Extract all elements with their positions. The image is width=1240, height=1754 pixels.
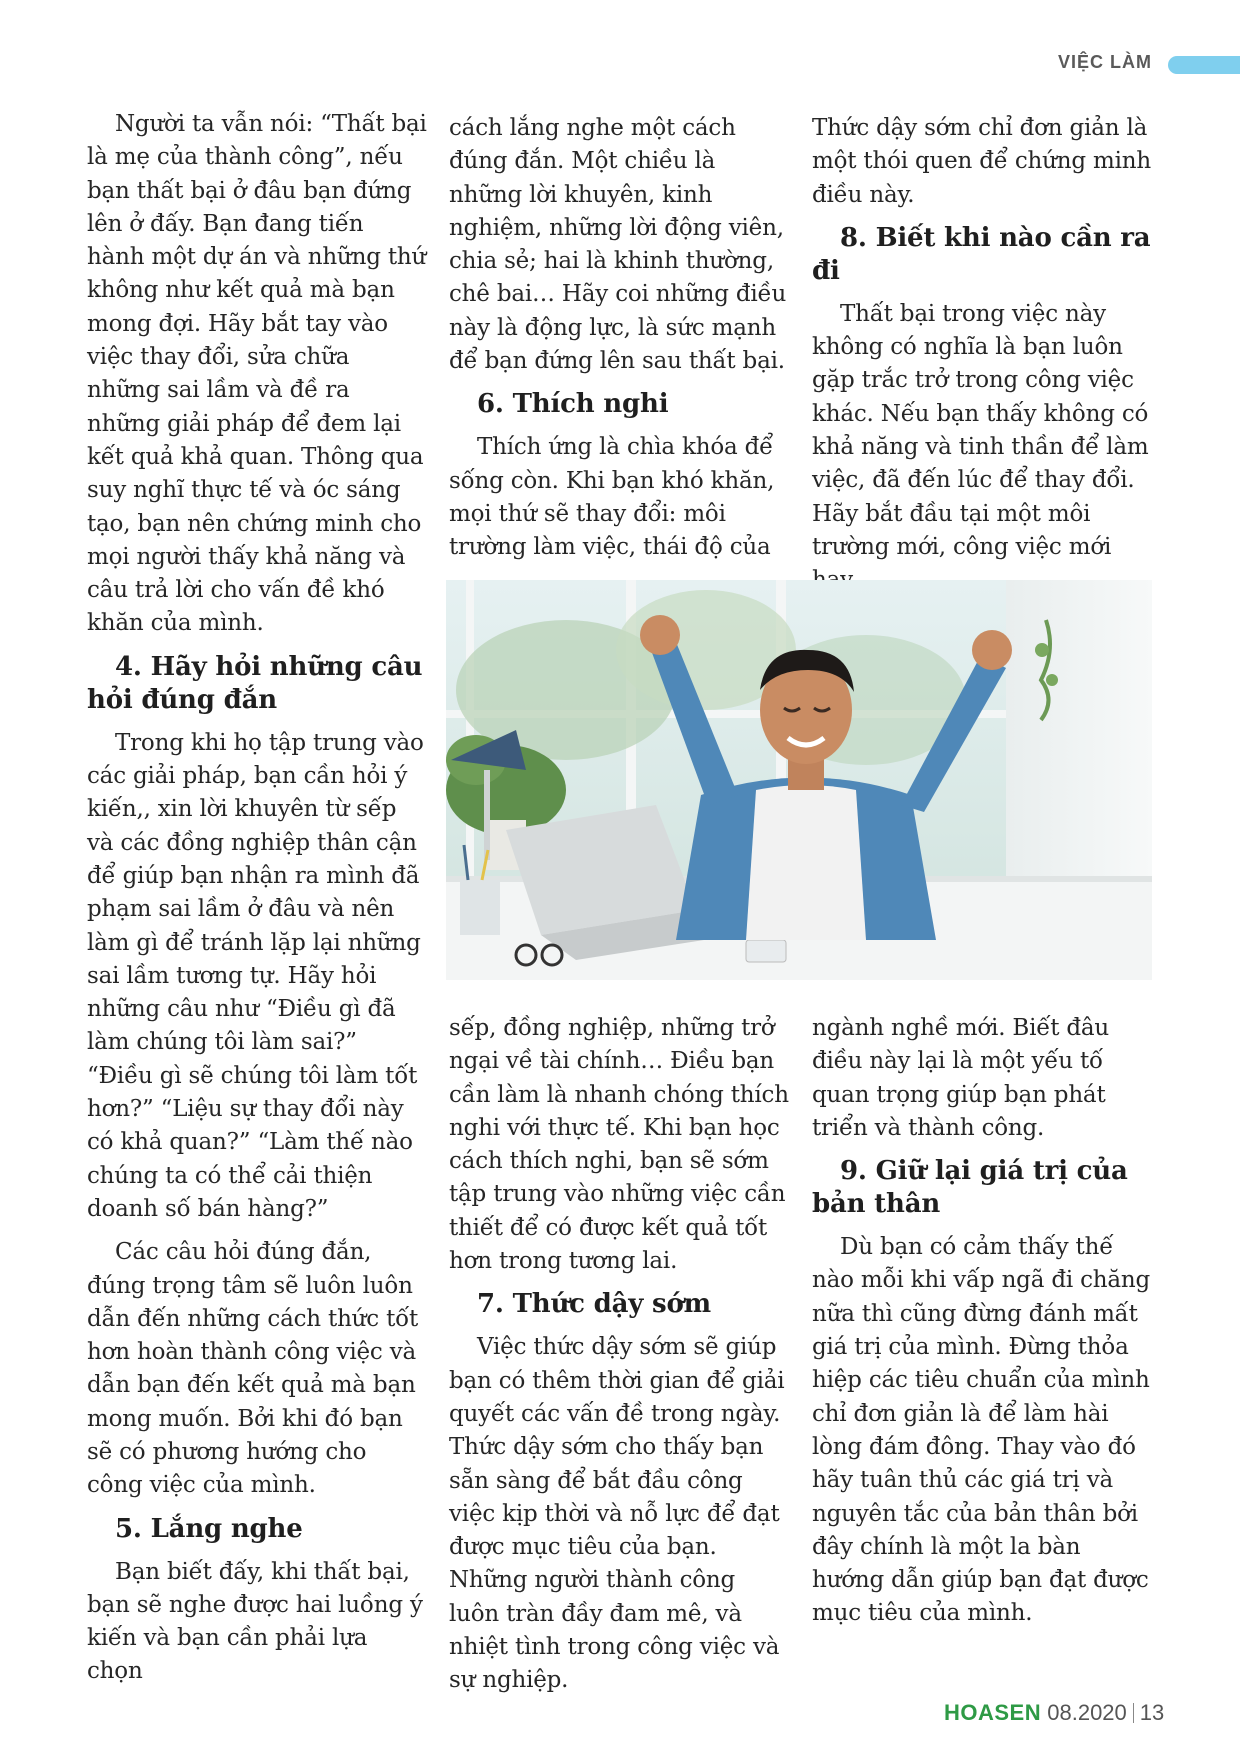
page-footer [944, 1700, 1164, 1726]
photo-illustration [446, 580, 1152, 980]
paragraph: cách lắng nghe một cách đúng đắn. Một chiều là những lời khuyên, kinh nghiệm, những lời động viên, chia sẻ; hai là khinh thường, chê bai… Hãy coi những điều này là động lực, là sức mạnh để bạn đứng lên sau thất bại. [449, 115, 787, 375]
paragraph: Các câu hỏi đúng đắn, đúng trọng tâm sẽ luôn luôn dẫn đến những cách thức tốt hơn hoàn thành công việc và dẫn bạn đến kết quả mà bạn mong muốn. Bởi khi đó bạn sẽ có phương hướng cho công việc của mình. [87, 1239, 419, 1499]
stretching-man-photo [446, 580, 1152, 980]
paragraph: Người ta vẫn nói: “Thất bại là mẹ của thành công”, nếu bạn thất bại ở đâu bạn đứng lên ở đấy. Bạn đang tiến hành một dự án và những thứ không như kết quả mà bạn mong đợi. Hãy bắt tay vào việc thay đổi, sửa chữa những sai lầm và đề ra những giải pháp để đem lại kết quả khả quan. Thông qua suy nghĩ thực tế và óc sáng tạo, bạn nên chứng minh cho mọi người thấy khả năng và câu trả lời cho vấn đề khó khăn của mình. [87, 111, 427, 637]
paragraph: Việc thức dậy sớm sẽ giúp bạn có thêm thời gian để giải quyết các vấn đề trong ngày. Thức dậy sớm cho thấy bạn sẵn sàng để bắt đầu công việc kịp thời và nỗ lực để đạt được mục tiêu của bạn. Những người thành công luôn tràn đầy đam mê, và nhiệt tình trong công việc và sự nghiệp. [449, 1334, 785, 1694]
article-column-3-bottom [812, 1012, 1152, 1631]
section-tag-bar [1168, 56, 1240, 74]
heading-8: 8. Biết khi nào cần ra đi [812, 222, 1151, 286]
footer-divider [1133, 1703, 1134, 1723]
paragraph: ngành nghề mới. Biết đâu điều này lại là một yếu tố quan trọng giúp bạn phát triển và thành công. [812, 1015, 1110, 1141]
article-column-2-bottom [449, 1012, 789, 1698]
article-column-1 [87, 108, 427, 1689]
article-column-3-top [812, 112, 1152, 598]
article-column-2-top [449, 112, 789, 565]
magazine-brand: HOASEN [944, 1700, 1042, 1725]
paragraph: Thất bại trong việc này không có nghĩa là bạn luôn gặp trắc trở trong công việc khác. Nếu bạn thấy không có khả năng và tinh thần để làm việc, đã đến lúc để thay đổi. Hãy bắt đầu tại một môi trường mới, công việc mới [812, 300, 1149, 560]
issue-date: 08.2020 [1047, 1700, 1127, 1725]
heading-9: 9. Giữ lại giá trị của bản thân [812, 1156, 1128, 1220]
paragraph: sếp, đồng nghiệp, những trở ngại về tài chính… Điều bạn cần làm là nhanh chóng thích nghi với thực tế. Khi bạn học cách thích nghi, bạn sẽ sớm tập trung vào những việc cần thiết để có được kết quả tốt hơn trong tương lai. [449, 1015, 789, 1275]
heading-7: 7. Thức dậy sớm [477, 1289, 711, 1320]
page-number: 13 [1139, 1700, 1165, 1725]
heading-4: 4. Hãy hỏi những câu hỏi đúng đắn [87, 651, 423, 715]
paragraph: Trong khi họ tập trung vào các giải pháp, bạn cần hỏi ý kiến,, xin lời khuyên từ sếp và các đồng nghiệp thân cận để giúp bạn nhận ra mình đã phạm sai lầm ở đâu và nên làm gì để tránh lặp lại những sai lầm tương tự. Hãy hỏi những câu như “Điều gì đã làm chúng tôi làm sai?” “Điều gì sẽ chúng tôi làm tốt hơn?” “Liệu sự thay đổi này có khả quan?” “Làm thế nào chúng ta có thể cải thiện doanh số bán hàng?” [87, 729, 424, 1222]
heading-6: 6. Thích nghi [477, 389, 669, 420]
paragraph: Dù bạn có cảm thấy thế nào mỗi khi vấp ngã đi chăng nữa thì cũng đừng đánh mất giá trị của mình. Đừng thỏa hiệp các tiêu chuẩn của mình chỉ đơn giản là để làm hài lòng đám đông. Thay vào đó hãy tuân thủ các giá trị và nguyên tắc của bản thân bởi đây chính là một la bàn hướng dẫn giúp bạn đạt được mục tiêu của mình. [812, 1234, 1151, 1627]
paragraph: Thức dậy sớm chỉ đơn giản là một thói quen để chứng minh điều này. [812, 115, 1151, 208]
heading-5: 5. Lắng nghe [115, 1513, 303, 1544]
paragraph: Bạn biết đấy, khi thất bại, bạn sẽ nghe được hai luồng ý kiến và bạn cần phải lựa chọn [87, 1558, 423, 1685]
paragraph: Thích ứng là chìa khóa để sống còn. Khi bạn khó khăn, mọi thứ sẽ thay đổi: môi trường làm việc, thái độ của [449, 434, 775, 561]
section-tag: VIỆC LÀM [1058, 52, 1153, 72]
